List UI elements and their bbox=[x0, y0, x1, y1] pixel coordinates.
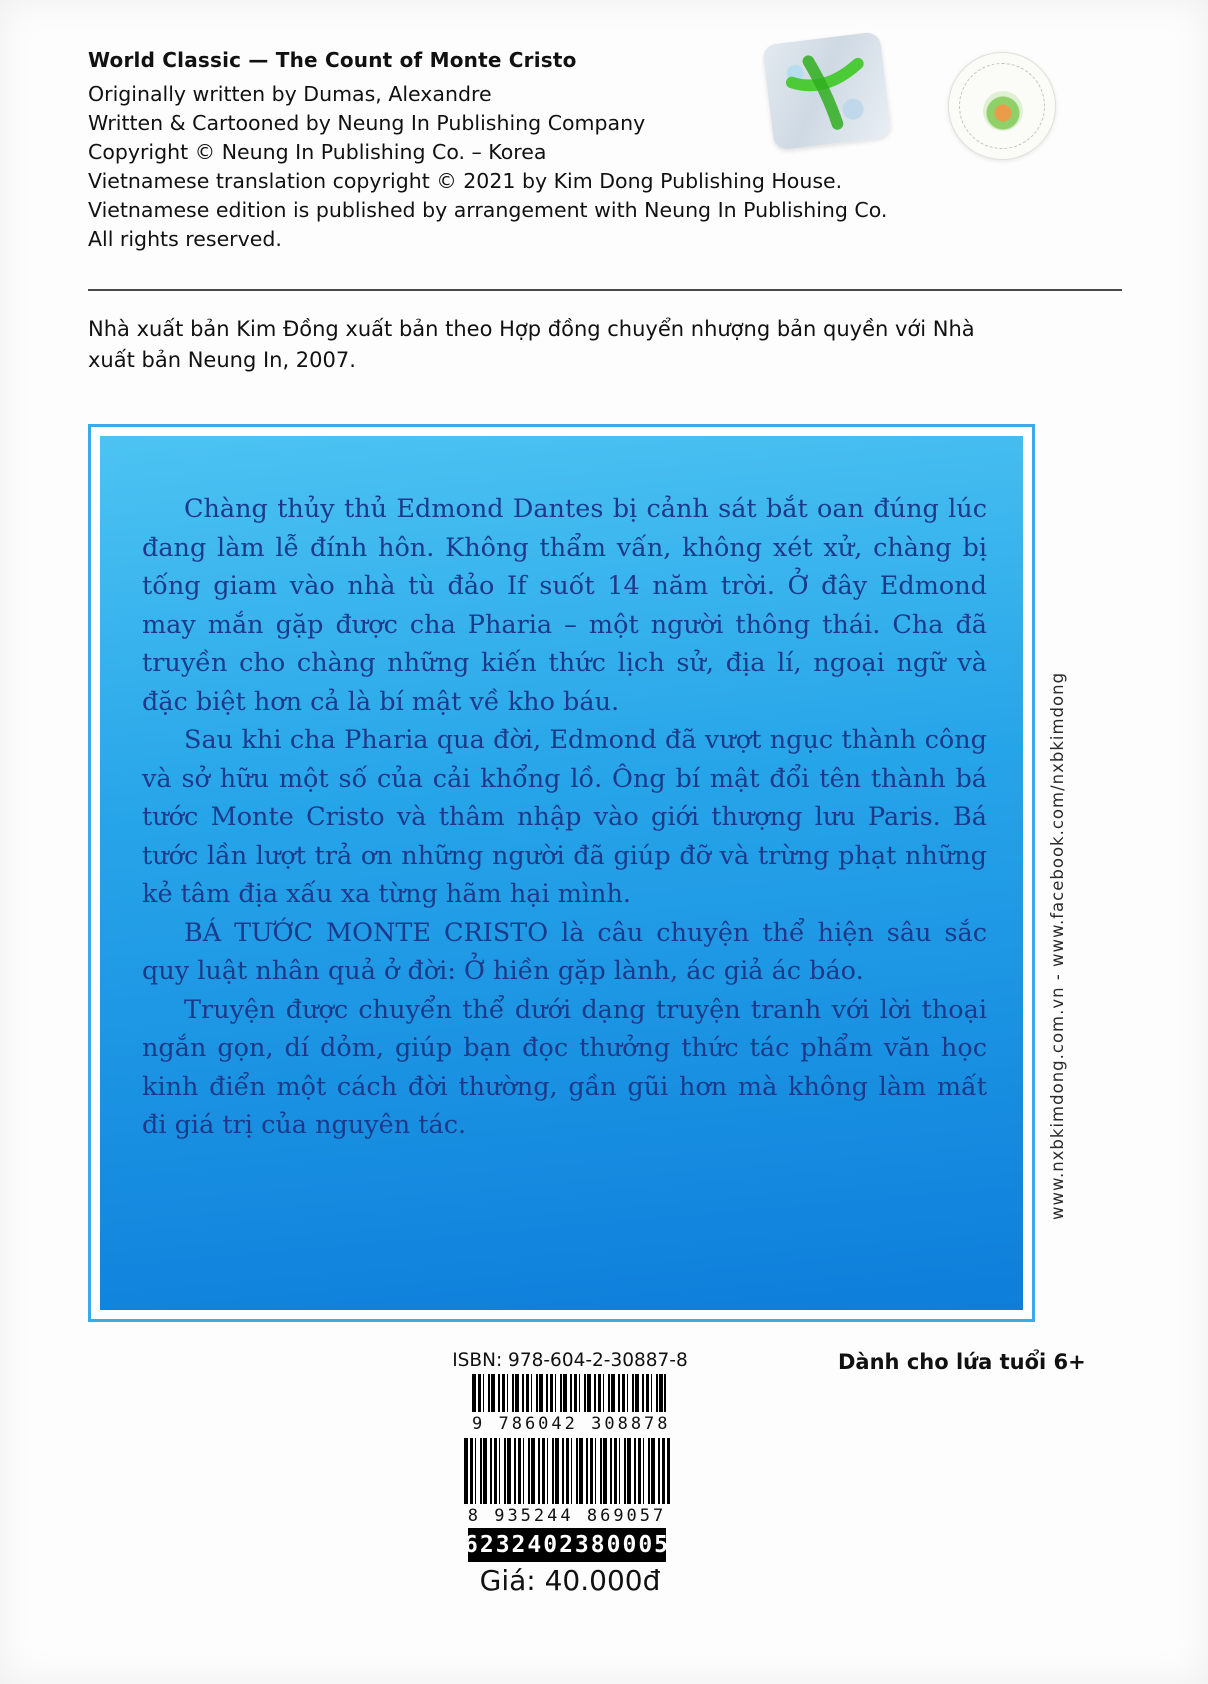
synopsis-paragraph: Sau khi cha Pharia qua đời, Edmond đã vượt ngục thành công và sở hữu một số của cải khổng lồ. Ông bí mật đổi tên thành bá tước Monte Cristo và thâm nhập vào giới thượng lưu Paris. Bá tước lần lượt trả ơn những người đã giúp đỡ và trừng phạt những kẻ tâm địa xấu xa từng hãm hại mình. bbox=[142, 725, 987, 909]
age-rating-label: Dành cho lứa tuổi 6+ bbox=[838, 1350, 1086, 1374]
copyright-block bbox=[88, 48, 1038, 254]
ean-barcode bbox=[464, 1438, 670, 1528]
ean-barcode-bars bbox=[464, 1438, 670, 1504]
copyright-line: Originally written by Dumas, Alexandre bbox=[88, 82, 492, 106]
hologram-glyph-icon bbox=[762, 31, 892, 151]
copyright-line: All rights reserved. bbox=[88, 227, 282, 251]
hologram-sticker bbox=[762, 31, 892, 151]
copyright-line: Vietnamese edition is published by arrangement with Neung In Publishing Co. bbox=[88, 198, 888, 222]
stamp-emblem bbox=[983, 91, 1023, 131]
ean-barcode-digits: 8 935244 869057 bbox=[467, 1506, 667, 1526]
product-code: 6232402380005 bbox=[468, 1528, 666, 1562]
isbn-barcode-bars bbox=[472, 1374, 666, 1412]
synopsis-paragraph: Chàng thủy thủ Edmond Dantes bị cảnh sát bắt oan đúng lúc đang làm lễ đính hôn. Không thẩm vấn, không xét xử, chàng bị tống giam vào nhà tù đảo If suốt 14 năm trời. Ở đây Edmond may mắn gặp được cha Pharia – một người thông thái. Cha đã truyền cho chàng những kiến thức lịch sử, địa lí, ngoại ngữ và đặc biệt hơn cả là bí mật về kho báu. bbox=[142, 494, 987, 717]
copyright-line: Vietnamese translation copyright © 2021 by Kim Dong Publishing House. bbox=[88, 169, 843, 193]
synopsis-panel bbox=[88, 424, 1035, 1322]
publisher-stamp bbox=[948, 52, 1056, 160]
synopsis-panel-inner bbox=[100, 436, 1023, 1310]
isbn-barcode bbox=[472, 1374, 671, 1434]
price-label: Giá: 40.000đ bbox=[479, 1564, 661, 1597]
publisher-websites: www.nxbkimdong.com.vn - www.facebook.com/nxbkimdong bbox=[1048, 671, 1067, 1220]
copyright-line: Copyright © Neung In Publishing Co. – Korea bbox=[88, 140, 547, 164]
divider bbox=[88, 289, 1122, 291]
synopsis-paragraph: Truyện được chuyển thể dưới dạng truyện tranh với lời thoại ngắn gọn, dí dỏm, giúp bạn đọc thưởng thức tác phẩm văn học kinh điển một cách đời thường, gần gũi hơn mà không làm mất đi giá trị của nguyên tác. bbox=[142, 994, 987, 1140]
series-title: World Classic — The Count of Monte Cristo bbox=[88, 48, 577, 72]
isbn-label: ISBN: 978-604-2-30887-8 bbox=[452, 1350, 688, 1371]
license-note: Nhà xuất bản Kim Đồng xuất bản theo Hợp đồng chuyển nhượng bản quyền với Nhà xuất bản Neung In, 2007. bbox=[88, 317, 975, 372]
synopsis-paragraph: BÁ TƯỚC MONTE CRISTO là câu chuyện thể hiện sâu sắc quy luật nhân quả ở đời: Ở hiền gặp lành, ác giả ác báo. bbox=[142, 917, 987, 986]
copyright-line: Written & Cartooned by Neung In Publishing Company bbox=[88, 111, 646, 135]
isbn-barcode-digits: 9 786042 308878 bbox=[472, 1414, 671, 1434]
